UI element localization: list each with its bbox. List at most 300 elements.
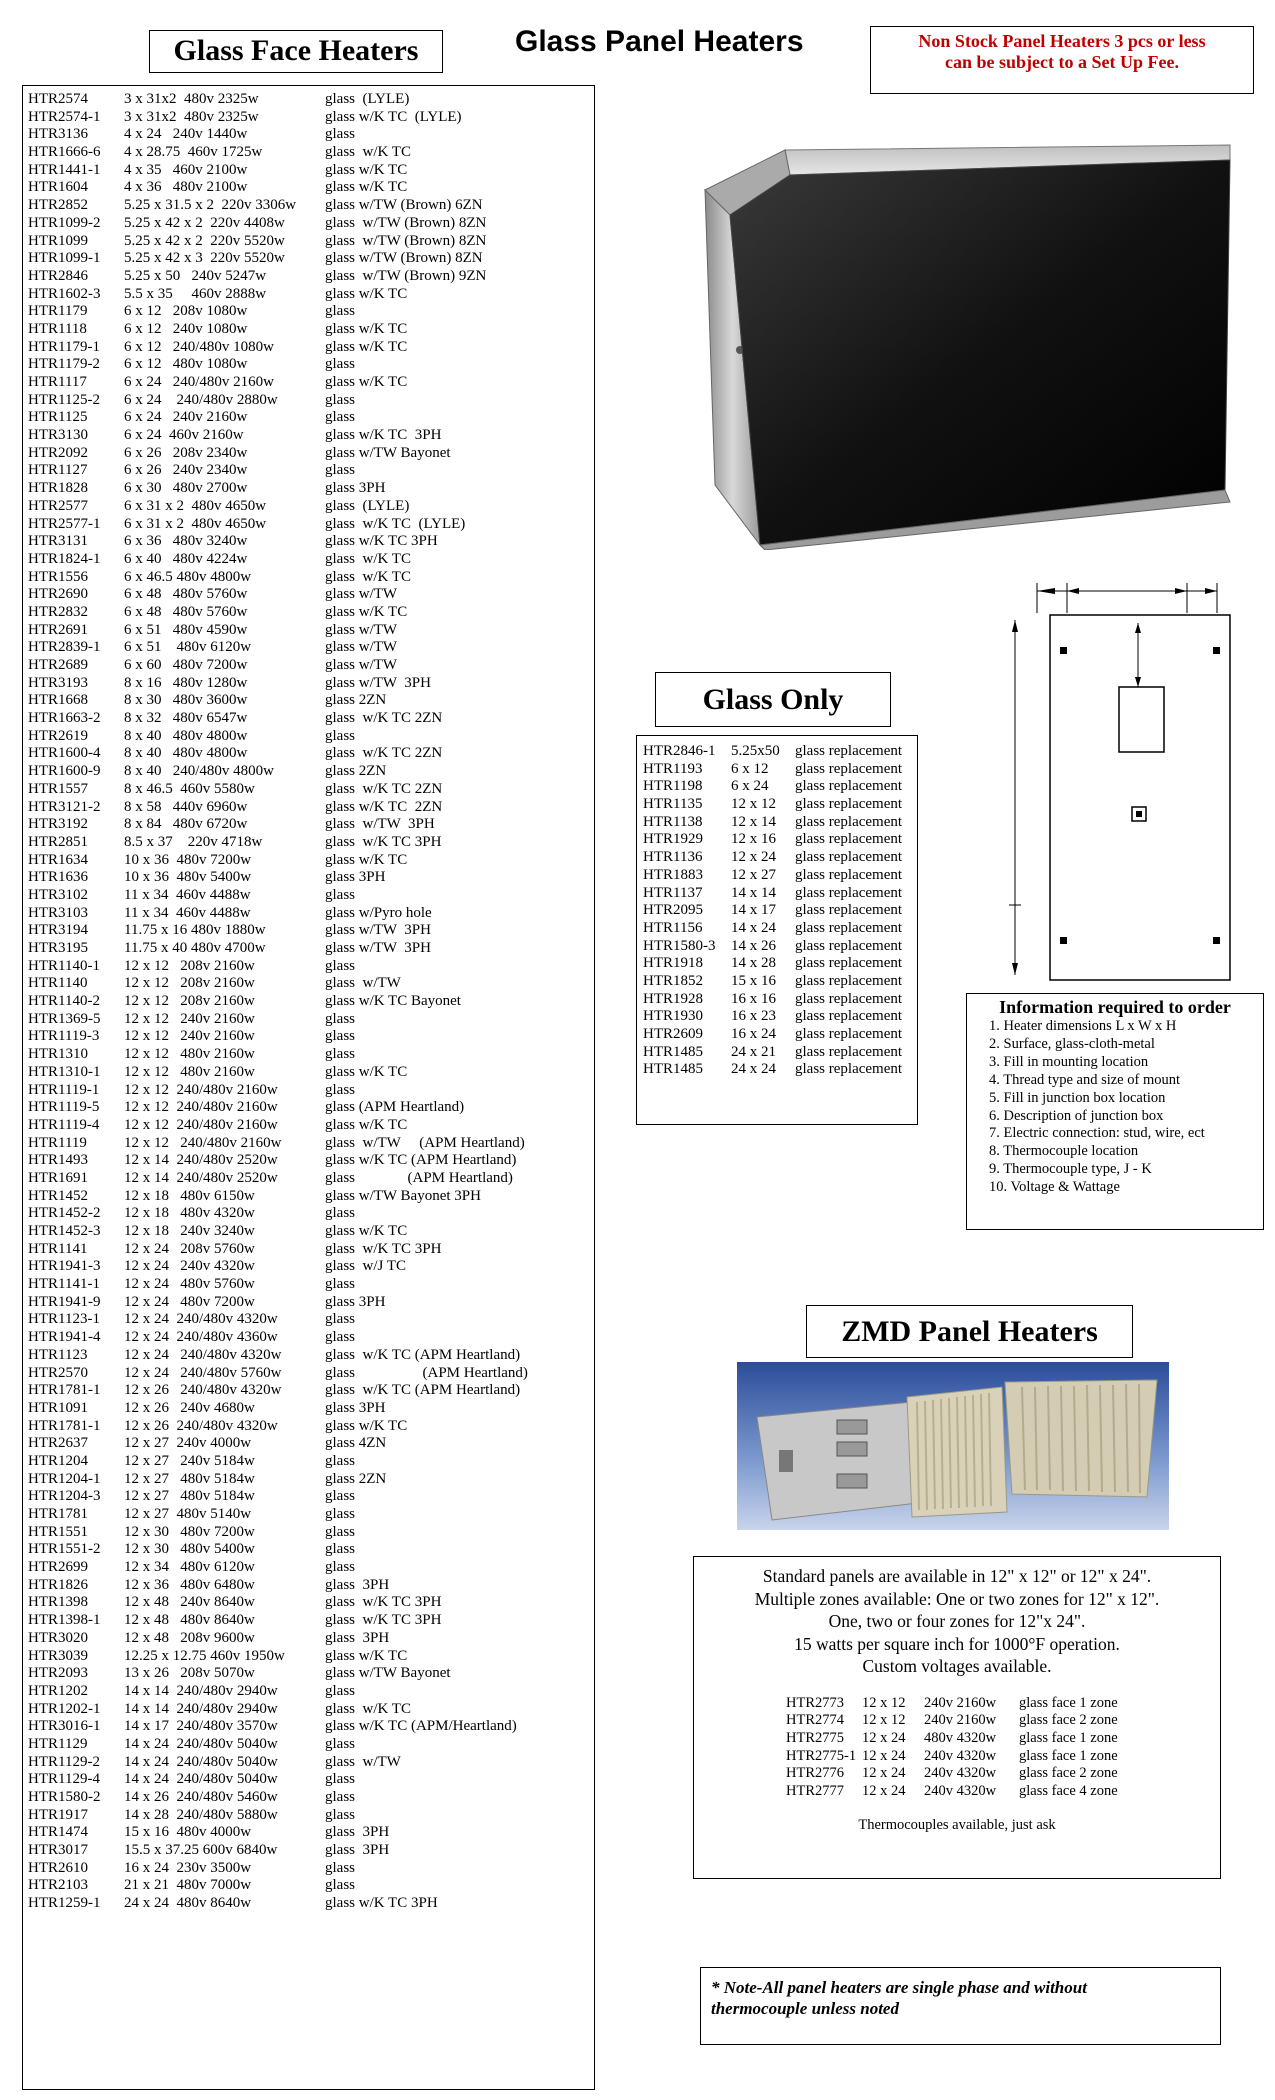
part-number: HTR2577-1	[28, 515, 101, 532]
panel-size: 12 x 12	[862, 1694, 906, 1711]
part-number: HTR2619	[28, 727, 88, 744]
list-item	[643, 761, 915, 779]
heater-description: glass	[325, 1506, 355, 1522]
heater-spec: 8 x 40 240/480v 4800w	[124, 763, 274, 780]
list-item	[28, 799, 588, 817]
part-number: HTR2609	[643, 1026, 703, 1042]
part-number: HTR2775-1	[786, 1747, 857, 1764]
heater-spec: 5.25 x 50 240v 5247w	[124, 267, 267, 284]
heater-spec: 8.5 x 37 220v 4718w	[124, 833, 263, 850]
heater-description: glass w/K TC	[325, 338, 408, 355]
heater-spec: 14 x 28 240/480v 5880w	[124, 1806, 278, 1823]
heater-spec: 6 x 60 480v 7200w	[124, 657, 248, 673]
note-line-1: * Note-All panel heaters are single phase and without	[711, 1978, 1087, 1997]
list-item	[28, 533, 588, 551]
glass-only-title: Glass Only	[702, 683, 844, 716]
zmd-info-box	[693, 1556, 1221, 1879]
list-item	[643, 796, 915, 814]
heater-description: glass w/TW Bayonet	[325, 1665, 451, 1682]
glass-face-title-box	[149, 30, 443, 73]
part-number: HTR1129	[28, 1735, 88, 1752]
zmd-footer: Thermocouples available, just ask	[858, 1816, 1056, 1833]
part-number: HTR1119-5	[28, 1099, 100, 1116]
part-number: HTR1580-3	[643, 937, 716, 954]
heater-spec: 4 x 28.75 460v 1725w	[124, 144, 263, 161]
list-item	[28, 993, 588, 1011]
heater-description: glass 3PH	[325, 1824, 390, 1841]
heater-description: glass w/TW	[325, 1753, 401, 1770]
heater-spec: 5.25 x 42 x 3 220v 5520w	[124, 250, 285, 267]
part-number: HTR1135	[643, 796, 703, 813]
heater-spec: 12 x 18 240v 3240w	[124, 1223, 255, 1239]
list-item	[28, 1418, 588, 1436]
part-number: HTR1929	[643, 831, 703, 848]
glass-description: glass replacement	[795, 884, 903, 901]
part-number: HTR1928	[643, 990, 703, 1007]
order-info-item: 4. Thread type and size of mount	[989, 1071, 1180, 1088]
list-item	[28, 1082, 588, 1100]
list-item	[28, 1630, 588, 1648]
order-info-title: Information required to order	[999, 997, 1231, 1017]
heater-description: glass w/K TC	[325, 161, 408, 178]
glass-size: 12 x 27	[731, 866, 776, 883]
heater-description: glass w/K TC 2ZN	[325, 780, 443, 797]
list-item	[28, 816, 588, 834]
list-item	[28, 233, 588, 251]
part-number: HTR2095	[643, 902, 703, 919]
zmd-description-line: 15 watts per square inch for 1000°F operation.	[794, 1633, 1120, 1654]
part-number: HTR2774	[786, 1712, 844, 1729]
part-number: HTR3016-1	[28, 1718, 101, 1735]
list-item	[643, 814, 915, 832]
list-item	[28, 427, 588, 445]
heater-spec: 12 x 48 480v 8640w	[124, 1612, 255, 1629]
glass-size: 16 x 24	[731, 1026, 776, 1042]
list-item	[643, 973, 915, 991]
heater-spec: 14 x 14 240/480v 2940w	[124, 1700, 278, 1717]
heater-description: glass w/K TC (LYLE)	[325, 108, 462, 125]
list-item	[28, 498, 588, 516]
glass-size: 15 x 16	[731, 972, 776, 989]
heater-spec: 12 x 12 240/480v 2160w	[124, 1116, 278, 1133]
heater-description: glass w/K TC	[325, 320, 408, 337]
heater-spec: 11.75 x 16 480v 1880w	[124, 922, 266, 939]
zmd-description-line: Standard panels are available in 12" x 12" or 12" x 24".	[762, 1566, 1152, 1586]
heater-description: glass	[325, 1859, 355, 1876]
heater-description: glass	[325, 1877, 355, 1894]
list-item	[28, 268, 588, 286]
glass-description: glass replacement	[795, 919, 903, 936]
heater-spec: 6 x 24 460v 2160w	[124, 427, 244, 444]
zmd-description-line: One, two or four zones for 12"x 24".	[828, 1611, 1086, 1631]
heater-description: glass w/TW	[325, 639, 398, 656]
heater-spec: 4 x 35 460v 2100w	[124, 161, 248, 178]
panel-rating: 480v 4320w	[924, 1729, 997, 1746]
heater-description: glass w/TW 3PH	[325, 922, 431, 939]
part-number: HTR1117	[28, 374, 87, 390]
part-number: HTR1636	[28, 869, 88, 886]
heater-description: glass w/K TC	[325, 144, 411, 161]
heater-description: glass	[325, 126, 355, 143]
heater-spec: 12 x 26 240v 4680w	[124, 1399, 255, 1416]
heater-spec: 5.5 x 35 460v 2888w	[124, 285, 267, 302]
glass-description: glass replacement	[795, 902, 903, 919]
order-info-item: 6. Description of junction box	[989, 1107, 1164, 1124]
part-number: HTR3136	[28, 126, 88, 143]
heater-description: glass w/K TC	[325, 1647, 408, 1664]
list-item	[28, 1471, 588, 1489]
part-number: HTR1140-1	[28, 957, 100, 974]
heater-description: glass 3PH	[325, 1629, 390, 1646]
heater-description: glass w/TW (Brown) 8ZN	[325, 214, 487, 231]
panel-size: 12 x 24	[862, 1729, 906, 1746]
part-number: HTR1119-1	[28, 1081, 100, 1098]
glass-description: glass replacement	[795, 972, 903, 989]
list-item	[28, 1789, 588, 1807]
heater-description: glass w/TW 3PH	[325, 816, 435, 833]
part-number: HTR1634	[28, 851, 88, 868]
part-number: HTR3130	[28, 427, 88, 444]
heater-spec: 12 x 30 480v 7200w	[124, 1523, 255, 1540]
list-item	[28, 1028, 588, 1046]
order-info-item: 7. Electric connection: stud, wire, ect	[989, 1125, 1205, 1142]
heater-spec: 12 x 12 240/480v 2160w	[124, 1081, 278, 1098]
heater-spec: 15 x 16 480v 4000w	[124, 1824, 252, 1841]
heater-spec: 12 x 18 480v 6150w	[124, 1187, 255, 1204]
list-item	[28, 109, 588, 127]
part-number: HTR1580-2	[28, 1789, 101, 1805]
order-info-item: 1. Heater dimensions L x W x H	[989, 1018, 1177, 1034]
part-number: HTR1668	[28, 692, 88, 709]
part-number: HTR1604	[28, 179, 88, 196]
heater-description: glass 3PH	[325, 1576, 390, 1593]
heater-spec: 12 x 24 480v 7200w	[124, 1293, 255, 1310]
zmd-panel-heaters-photo	[737, 1362, 1169, 1530]
panel-rating: 240v 2160w	[924, 1694, 997, 1711]
part-number: HTR2832	[28, 603, 88, 620]
list-item	[28, 215, 588, 233]
heater-spec: 12 x 27 480v 5184w	[124, 1470, 255, 1487]
heater-description: glass w/K TC	[325, 568, 411, 585]
list-item	[643, 1044, 915, 1062]
part-number: HTR2610	[28, 1859, 88, 1876]
part-number: HTR1781-1	[28, 1382, 101, 1399]
heater-spec: 12 x 26 240/480v 4320w	[124, 1417, 278, 1434]
heater-description: glass w/TW (Brown) 8ZN	[325, 232, 487, 249]
list-item	[28, 551, 588, 569]
heater-description: glass w/K TC	[325, 1223, 408, 1239]
list-item	[643, 743, 915, 761]
list-item	[28, 1683, 588, 1701]
list-item	[28, 1329, 588, 1347]
heater-description: glass	[325, 1205, 355, 1222]
glass-description: glass replacement	[795, 831, 903, 848]
list-item	[28, 586, 588, 604]
part-number: HTR2846	[28, 267, 88, 284]
glass-description: glass replacement	[795, 1008, 903, 1025]
list-item	[28, 975, 588, 993]
heater-description: glass w/K TC 3PH	[325, 833, 442, 850]
heater-description: glass w/TW (Brown) 6ZN	[325, 197, 483, 214]
order-info-item: 2. Surface, glass-cloth-metal	[989, 1035, 1155, 1052]
heater-spec: 12 x 24 240v 4320w	[124, 1258, 255, 1275]
list-item	[28, 1152, 588, 1170]
glass-description: glass replacement	[795, 813, 903, 830]
heater-spec: 8 x 46.5 460v 5580w	[124, 780, 255, 797]
part-number: HTR3103	[28, 904, 88, 921]
heater-spec: 12 x 24 240/480v 5760w	[124, 1364, 282, 1381]
heater-description: glass (LYLE)	[325, 497, 410, 514]
glass-size: 24 x 24	[731, 1061, 776, 1078]
heater-spec: 13 x 26 208v 5070w	[124, 1665, 255, 1682]
heater-spec: 6 x 24 240/480v 2880w	[124, 391, 278, 408]
heater-spec: 5.25 x 31.5 x 2 220v 3306w	[124, 197, 297, 214]
part-number: HTR1551	[28, 1523, 88, 1540]
order-info-item: 5. Fill in junction box location	[989, 1089, 1166, 1106]
heater-description: glass 3PH	[325, 480, 386, 497]
list-item	[28, 1877, 588, 1895]
list-item	[28, 1754, 588, 1772]
glass-description: glass replacement	[795, 1061, 903, 1078]
list-item	[28, 303, 588, 321]
heater-description: glass	[325, 886, 355, 903]
list-item	[28, 356, 588, 374]
part-number: HTR1918	[643, 955, 703, 972]
heater-spec: 6 x 31 x 2 480v 4650w	[124, 497, 267, 514]
glass-size: 14 x 14	[731, 884, 776, 901]
heater-description: glass	[325, 391, 355, 408]
list-item	[694, 1695, 1220, 1713]
part-number: HTR3194	[28, 922, 88, 939]
heater-spec: 10 x 36 480v 5400w	[124, 869, 252, 886]
glass-description: glass replacement	[795, 760, 903, 777]
list-item	[28, 1506, 588, 1524]
list-item	[28, 1435, 588, 1453]
zmd-description-line: Multiple zones available: One or two zones for 12" x 12".	[754, 1588, 1160, 1609]
part-number: HTR1138	[643, 813, 703, 830]
part-number: HTR1136	[643, 849, 703, 866]
list-item	[28, 1276, 588, 1294]
part-number: HTR1125-2	[28, 391, 100, 408]
heater-description: glass w/TW	[325, 586, 398, 603]
heater-description: glass w/K TC	[325, 1700, 411, 1717]
heater-description: glass	[325, 1329, 355, 1346]
part-number: HTR2574	[28, 91, 88, 107]
list-item	[28, 250, 588, 268]
notice-line-1: Non Stock Panel Heaters 3 pcs or less	[918, 31, 1206, 51]
part-number: HTR1828	[28, 480, 88, 497]
glass-only-list-box	[636, 735, 918, 1125]
part-number: HTR2103	[28, 1877, 88, 1894]
list-item	[28, 675, 588, 693]
heater-spec: 15.5 x 37.25 600v 6840w	[124, 1842, 278, 1859]
part-number: HTR1118	[28, 320, 87, 337]
list-item	[28, 710, 588, 728]
panel-size: 12 x 12	[862, 1712, 906, 1729]
heater-description: glass 4ZN	[325, 1435, 387, 1452]
part-number: HTR1198	[643, 778, 703, 795]
part-number: HTR1485	[643, 1061, 703, 1078]
order-info-list	[967, 1018, 1263, 1197]
glass-size: 14 x 17	[731, 902, 776, 919]
part-number: HTR1091	[28, 1399, 88, 1416]
part-number: HTR1883	[643, 866, 703, 883]
panel-description: glass face 4 zone	[1019, 1782, 1118, 1799]
heater-spec: 12 x 14 240/480v 2520w	[124, 1169, 278, 1186]
list-item	[28, 1241, 588, 1259]
heater-spec: 16 x 24 230v 3500w	[124, 1859, 252, 1876]
heater-spec: 12 x 12 480v 2160w	[124, 1063, 255, 1080]
heater-spec: 3 x 31x2 480v 2325w	[124, 108, 259, 125]
part-number: HTR1917	[28, 1806, 88, 1823]
list-item	[28, 339, 588, 357]
heater-spec: 6 x 46.5 480v 4800w	[124, 568, 252, 585]
heater-description: glass	[325, 1735, 355, 1752]
heater-spec: 6 x 24 240v 2160w	[124, 409, 248, 426]
part-number: HTR2637	[28, 1435, 88, 1452]
panel-size: 12 x 24	[862, 1747, 906, 1764]
list-item	[28, 1258, 588, 1276]
heater-description: glass w/K TC 2ZN	[325, 798, 443, 815]
heater-description: glass w/K TC 3PH	[325, 427, 442, 444]
heater-spec: 4 x 24 240v 1440w	[124, 126, 248, 143]
part-number: HTR1099-2	[28, 214, 101, 231]
list-item	[28, 480, 588, 498]
heater-description: glass (LYLE)	[325, 91, 410, 107]
heater-spec: 6 x 51 480v 4590w	[124, 621, 248, 638]
heater-spec: 12 x 12 208v 2160w	[124, 957, 255, 974]
heater-description: glass	[325, 1541, 355, 1558]
panel-description: glass face 2 zone	[1019, 1712, 1118, 1729]
heater-description: glass	[325, 1682, 355, 1699]
list-item	[643, 1026, 915, 1044]
list-item	[643, 938, 915, 956]
heater-description: glass w/K TC 3PH	[325, 1594, 442, 1611]
list-item	[28, 462, 588, 480]
list-item	[28, 1577, 588, 1595]
list-item	[28, 622, 588, 640]
part-number: HTR1941-3	[28, 1258, 101, 1275]
heater-spec: 12 x 27 480v 5184w	[124, 1488, 255, 1505]
heater-spec: 6 x 36 480v 3240w	[124, 533, 248, 550]
glass-description: glass replacement	[795, 866, 903, 883]
order-info-item: 10. Voltage & Wattage	[989, 1179, 1120, 1196]
panel-rating: 240v 4320w	[924, 1747, 997, 1764]
list-item	[28, 1524, 588, 1542]
glass-size: 6 x 12	[731, 760, 769, 777]
glass-size: 14 x 28	[731, 955, 776, 972]
part-number: HTR1369-5	[28, 1010, 101, 1027]
order-info-item: 8. Thermocouple location	[989, 1143, 1139, 1160]
heater-spec: 12 x 24 480v 5760w	[124, 1276, 255, 1293]
heater-spec: 12 x 24 208v 5760w	[124, 1240, 255, 1257]
zmd-title-box	[806, 1305, 1133, 1358]
part-number: HTR2092	[28, 444, 88, 461]
heater-spec: 12 x 27 480v 5140w	[124, 1506, 252, 1522]
list-item	[28, 1294, 588, 1312]
heater-description: glass w/K TC (APM/Heartland)	[325, 1718, 517, 1735]
list-item	[694, 1748, 1220, 1766]
heater-spec: 11.75 x 40 480v 4700w	[124, 940, 266, 956]
part-number: HTR1099-1	[28, 250, 101, 267]
part-number: HTR1600-4	[28, 745, 101, 762]
list-item	[28, 445, 588, 463]
part-number: HTR1398	[28, 1594, 88, 1611]
panel-size: 12 x 24	[862, 1782, 906, 1799]
heater-spec: 5.25 x 42 x 2 220v 4408w	[124, 214, 285, 231]
list-item	[28, 1771, 588, 1789]
list-item	[28, 1011, 588, 1029]
part-number: HTR3017	[28, 1842, 88, 1859]
list-item	[28, 1648, 588, 1666]
heater-spec: 6 x 48 480v 5760w	[124, 603, 248, 620]
glass-description: glass replacement	[795, 1043, 903, 1060]
list-item	[28, 1400, 588, 1418]
heater-description: glass w/J TC	[325, 1258, 406, 1275]
heater-description: glass w/K TC	[325, 374, 408, 390]
glass-description: glass replacement	[795, 955, 903, 972]
heater-spec: 12 x 27 240v 5184w	[124, 1452, 255, 1469]
heater-spec: 12 x 12 208v 2160w	[124, 975, 255, 992]
heater-description: glass w/K TC	[325, 179, 408, 196]
part-number: HTR2699	[28, 1559, 88, 1576]
order-info-item: 3. Fill in mounting location	[989, 1053, 1149, 1070]
list-item	[28, 745, 588, 763]
list-item	[28, 1135, 588, 1153]
glass-size: 24 x 21	[731, 1043, 776, 1060]
part-number: HTR2689	[28, 657, 88, 673]
list-item	[28, 1365, 588, 1383]
heater-description: glass w/K TC (LYLE)	[325, 515, 466, 532]
heater-spec: 6 x 12 208v 1080w	[124, 303, 248, 320]
panel-description: glass face 1 zone	[1019, 1747, 1118, 1764]
list-item	[28, 1718, 588, 1736]
glass-size: 12 x 12	[731, 796, 776, 813]
heater-spec: 12.25 x 12.75 460v 1950w	[124, 1647, 285, 1664]
list-item	[643, 1008, 915, 1026]
list-item	[28, 144, 588, 162]
heater-description: glass w/Pyro hole	[325, 904, 432, 921]
heater-spec: 8 x 30 480v 3600w	[124, 692, 248, 709]
list-item	[694, 1730, 1220, 1748]
part-number: HTR1663-2	[28, 710, 101, 727]
heater-spec: 12 x 12 240v 2160w	[124, 1010, 255, 1027]
part-number: HTR1310	[28, 1046, 88, 1063]
heater-spec: 4 x 36 480v 2100w	[124, 179, 248, 196]
panel-description: glass face 2 zone	[1019, 1765, 1118, 1782]
part-number: HTR1691	[28, 1169, 88, 1186]
heater-spec: 24 x 24 480v 8640w	[124, 1895, 252, 1912]
heater-description: glass w/K TC	[325, 1116, 408, 1133]
part-number: HTR1204-3	[28, 1488, 101, 1505]
part-number: HTR2093	[28, 1665, 88, 1682]
heater-description: glass	[325, 356, 355, 373]
list-item	[28, 91, 588, 109]
heater-description: glass	[325, 1806, 355, 1823]
heater-description: glass w/TW 3PH	[325, 674, 431, 691]
heater-spec: 12 x 18 480v 4320w	[124, 1205, 255, 1222]
heater-description: glass	[325, 462, 355, 479]
part-number: HTR1941-4	[28, 1329, 101, 1346]
heater-description: glass (APM Heartland)	[325, 1099, 465, 1116]
heater-description: glass w/K TC (APM Heartland)	[325, 1346, 521, 1363]
list-item	[28, 887, 588, 905]
list-item	[694, 1765, 1220, 1783]
glass-size: 5.25x50	[731, 743, 780, 759]
glass-size: 16 x 23	[731, 1008, 776, 1025]
page-title: Glass Panel Heaters	[515, 25, 804, 58]
part-number: HTR3102	[28, 886, 88, 903]
